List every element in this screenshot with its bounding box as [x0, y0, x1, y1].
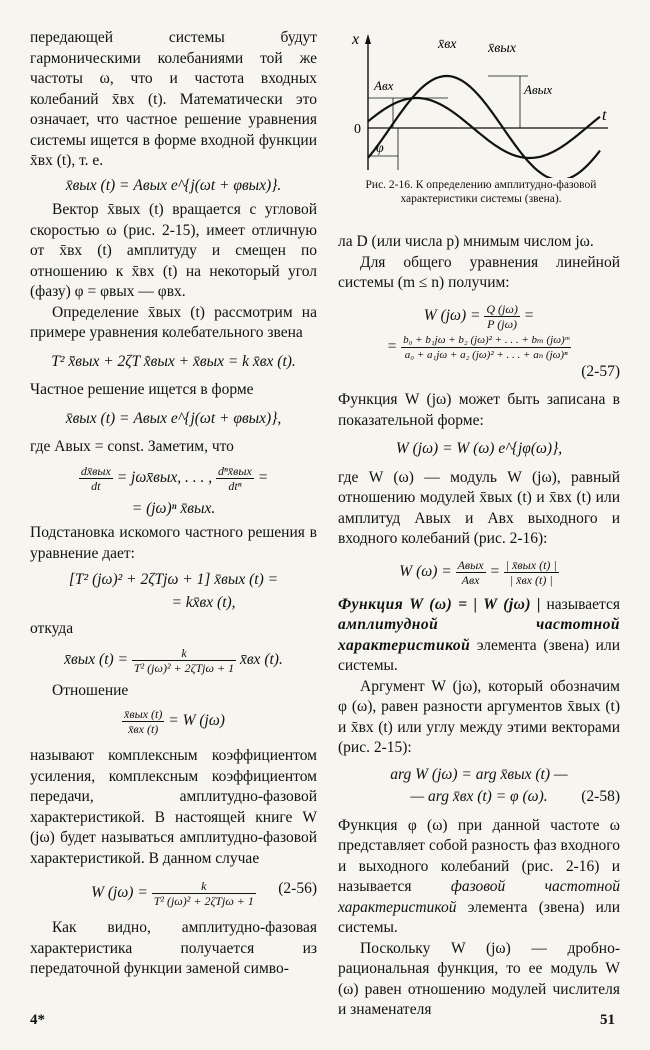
phase-label: φ	[376, 141, 384, 156]
equation-number: (2-56)	[278, 880, 317, 897]
equation: T² x̄̈вых + 2ζT x̄̇вых + x̄вых = k x̄вх (t).	[51, 352, 296, 370]
paragraph: Определение x̄вых (t) рассмотрим на примере уравнения колебательного звена	[30, 303, 317, 341]
paragraph: Вектор x̄вых (t) вращается с угловой скоростью ω (рис. 2-15), имеет отличную от x̄вх (t) амплитуду и смещен по отношению к x̄вх (t) на некоторый угол (фазу) φ = φвых — φвх.	[30, 201, 317, 300]
equation: arg W (jω) = arg x̄вых (t) —	[390, 765, 568, 783]
equation: = $\frac{\text{b₀ + b₁jω + b₂ (jω)² + . . . + bₘ (jω)ᵐ}}{\text{a₀ + a₁jω + a₂ (jω)² + . . . + aₙ (jω)ⁿ}}$ (2-57)	[338, 333, 620, 383]
fraction: $\frac{Q (j\omega)}{P (j\omega)}$	[486, 301, 518, 331]
figure-2-16	[338, 28, 620, 178]
equation: $\frac{\text{dx̄вых}}{dt}$ = jωx̄вых, . . . , $\frac{\text{dⁿx̄вых}}{\text{dtⁿ}}$ =	[80, 463, 269, 493]
page-number: 51	[600, 1012, 615, 1028]
equation: W (ω) = $\frac{\text{Aвых}}{\text{Aвх}}$ = $\frac{\text{| x̄вых (t) |}}{| x̄вх (t) |}$	[399, 557, 557, 587]
fraction: $\frac{\text{dⁿx̄вых}}{\text{dtⁿ}}$	[218, 463, 252, 493]
fraction: $\frac{k}{\text{T² (jω)² + 2ζTjω + 1}}$	[133, 645, 235, 675]
paragraph: Функция W (ω) = | W (jω) | называется амплитудной частотной характеристикой элемента (звена) или системы.	[338, 595, 621, 674]
equation: [T² (jω)² + 2ζTjω + 1] x̄вых (t) =	[68, 571, 279, 588]
signature-mark: 4*	[30, 1012, 45, 1028]
paragraph: где W (ω) — модуль W (jω), равный отношению модулей x̄вых (t) и x̄вх (t) или амплитуд Aвых и Aвх выходного и входного колебаний (рис. 2-16):	[338, 468, 620, 547]
fraction: $\frac{\text{x̄вых (t)}}{x̄вх (t)}$	[124, 707, 163, 736]
amplitude-out-label: Aвых	[524, 82, 553, 97]
equation: W (jω) = W (ω) e^{jφ(ω)},	[395, 440, 563, 457]
output-wave	[368, 76, 600, 178]
paragraph: передающей системы будут гармоническими колебаниями той же частоты ω, что и частота входных колебаний x̄вх (t). Математически это означает, что частное решение уравнения системы ищется в форме входной функции x̄вх (t), т. е.	[30, 29, 317, 169]
paragraph: Как видно, амплитудно-фазовая характеристика получается из передаточной функции заменой симво-	[30, 919, 317, 977]
input-wave-label: x̄вх	[438, 37, 457, 52]
equation-number: (2-57)	[581, 362, 620, 380]
equation: = (jω)ⁿ x̄вых.	[131, 499, 216, 517]
equation: W (jω) = $\frac{Q (j\omega)}{P (j\omega)}$ =	[423, 301, 535, 331]
axis-label-x: x	[352, 31, 360, 48]
paragraph: Поскольку W (jω) — дробно-рациональная функция, то ее модуль W (ω) равен отношению модулей числителя и знаменателя	[338, 939, 620, 1018]
amplitude-in-label: Aвх	[374, 78, 394, 93]
paragraph: Для общего уравнения линейной системы (m ≤ n) получим:	[338, 253, 620, 291]
fraction: $\frac{\text{dx̄вых}}{dt}$	[80, 463, 111, 493]
fraction: $\frac{k}{\text{T² (jω)² + 2ζTjω + 1}}$	[153, 879, 254, 908]
paragraph: где Aвых = const. Заметим, что	[30, 438, 234, 455]
figure-caption: Рис. 2-16. К определению амплитудно-фазовой характеристики системы (звена).	[365, 179, 597, 205]
paragraph: ла D (или числа p) мнимым числом jω.	[338, 233, 594, 250]
paragraph: Функция W (jω) может быть записана в показательной форме:	[338, 391, 620, 429]
equation: $\frac{\text{x̄вых (t)}}{x̄вх (t)}$ = W (jω)	[124, 707, 225, 736]
equation: = kx̄вх (t),	[171, 593, 236, 611]
oscillation-plot	[338, 28, 620, 178]
equation: x̄вых (t) = Aвых e^{j(ωt + φвых)}.	[65, 176, 282, 194]
equation-number: (2-58)	[581, 788, 620, 805]
fraction: $\frac{\text{b₀ + b₁jω + b₂ (jω)² + . . . + bₘ (jω)ᵐ}}{\text{a₀ + a₁jω + a₂ (jω)² + . . . + aₙ (jω)ⁿ}}$	[403, 333, 570, 361]
y-axis-arrow	[365, 34, 371, 44]
paragraph: Аргумент W (jω), который обозначим φ (ω), равен разности аргументов x̄вых (t) и x̄вх (t) или углу между этими векторами (рис. 2-15):	[338, 677, 620, 756]
fraction: $\frac{\text{Aвых}}{\text{Aвх}}$	[457, 557, 484, 587]
paragraph: откуда	[30, 620, 74, 637]
left-column	[30, 28, 317, 980]
equation: x̄вых (t) = Aвых e^{j(ωt + φвых)},	[65, 409, 282, 427]
paragraph: Подстановка искомого частного решения в уравнение дает:	[30, 524, 317, 562]
equation: — arg x̄вх (t) = φ (ω). (2-58)	[338, 787, 620, 808]
paragraph: Отношение	[52, 681, 129, 699]
paragraph: Функция φ (ω) при данной частоте ω представляет собой разность фаз входного и выходного колебаний (рис. 2-16) и называется фазовой частотной характеристикой элемента (звена) или системы.	[338, 816, 620, 936]
axis-label-t: t	[602, 107, 607, 124]
origin-label: 0	[354, 122, 361, 137]
right-column	[338, 232, 620, 1021]
output-wave-label: x̄вых	[488, 41, 516, 56]
paragraph: Частное решение ищется в форме	[30, 381, 254, 398]
paragraph: называют комплексным коэффициентом усиления, комплексным коэффициентом передачи, амплитудно-фазовой характеристикой. В настоящей книге W (jω) будет называться амплитудно-фазовой характеристикой. В данном случае	[30, 747, 317, 867]
equation: x̄вых (t) = $\frac{k}{\text{T² (jω)² + 2ζTjω + 1}}$ x̄вх (t).	[64, 645, 283, 675]
fraction: $\frac{\text{| x̄вых (t) |}}{| x̄вх (t) |}$	[505, 557, 557, 587]
equation: W (jω) = $\frac{k}{\text{T² (jω)² + 2ζTjω + 1}}$ (2-56)	[91, 879, 317, 908]
